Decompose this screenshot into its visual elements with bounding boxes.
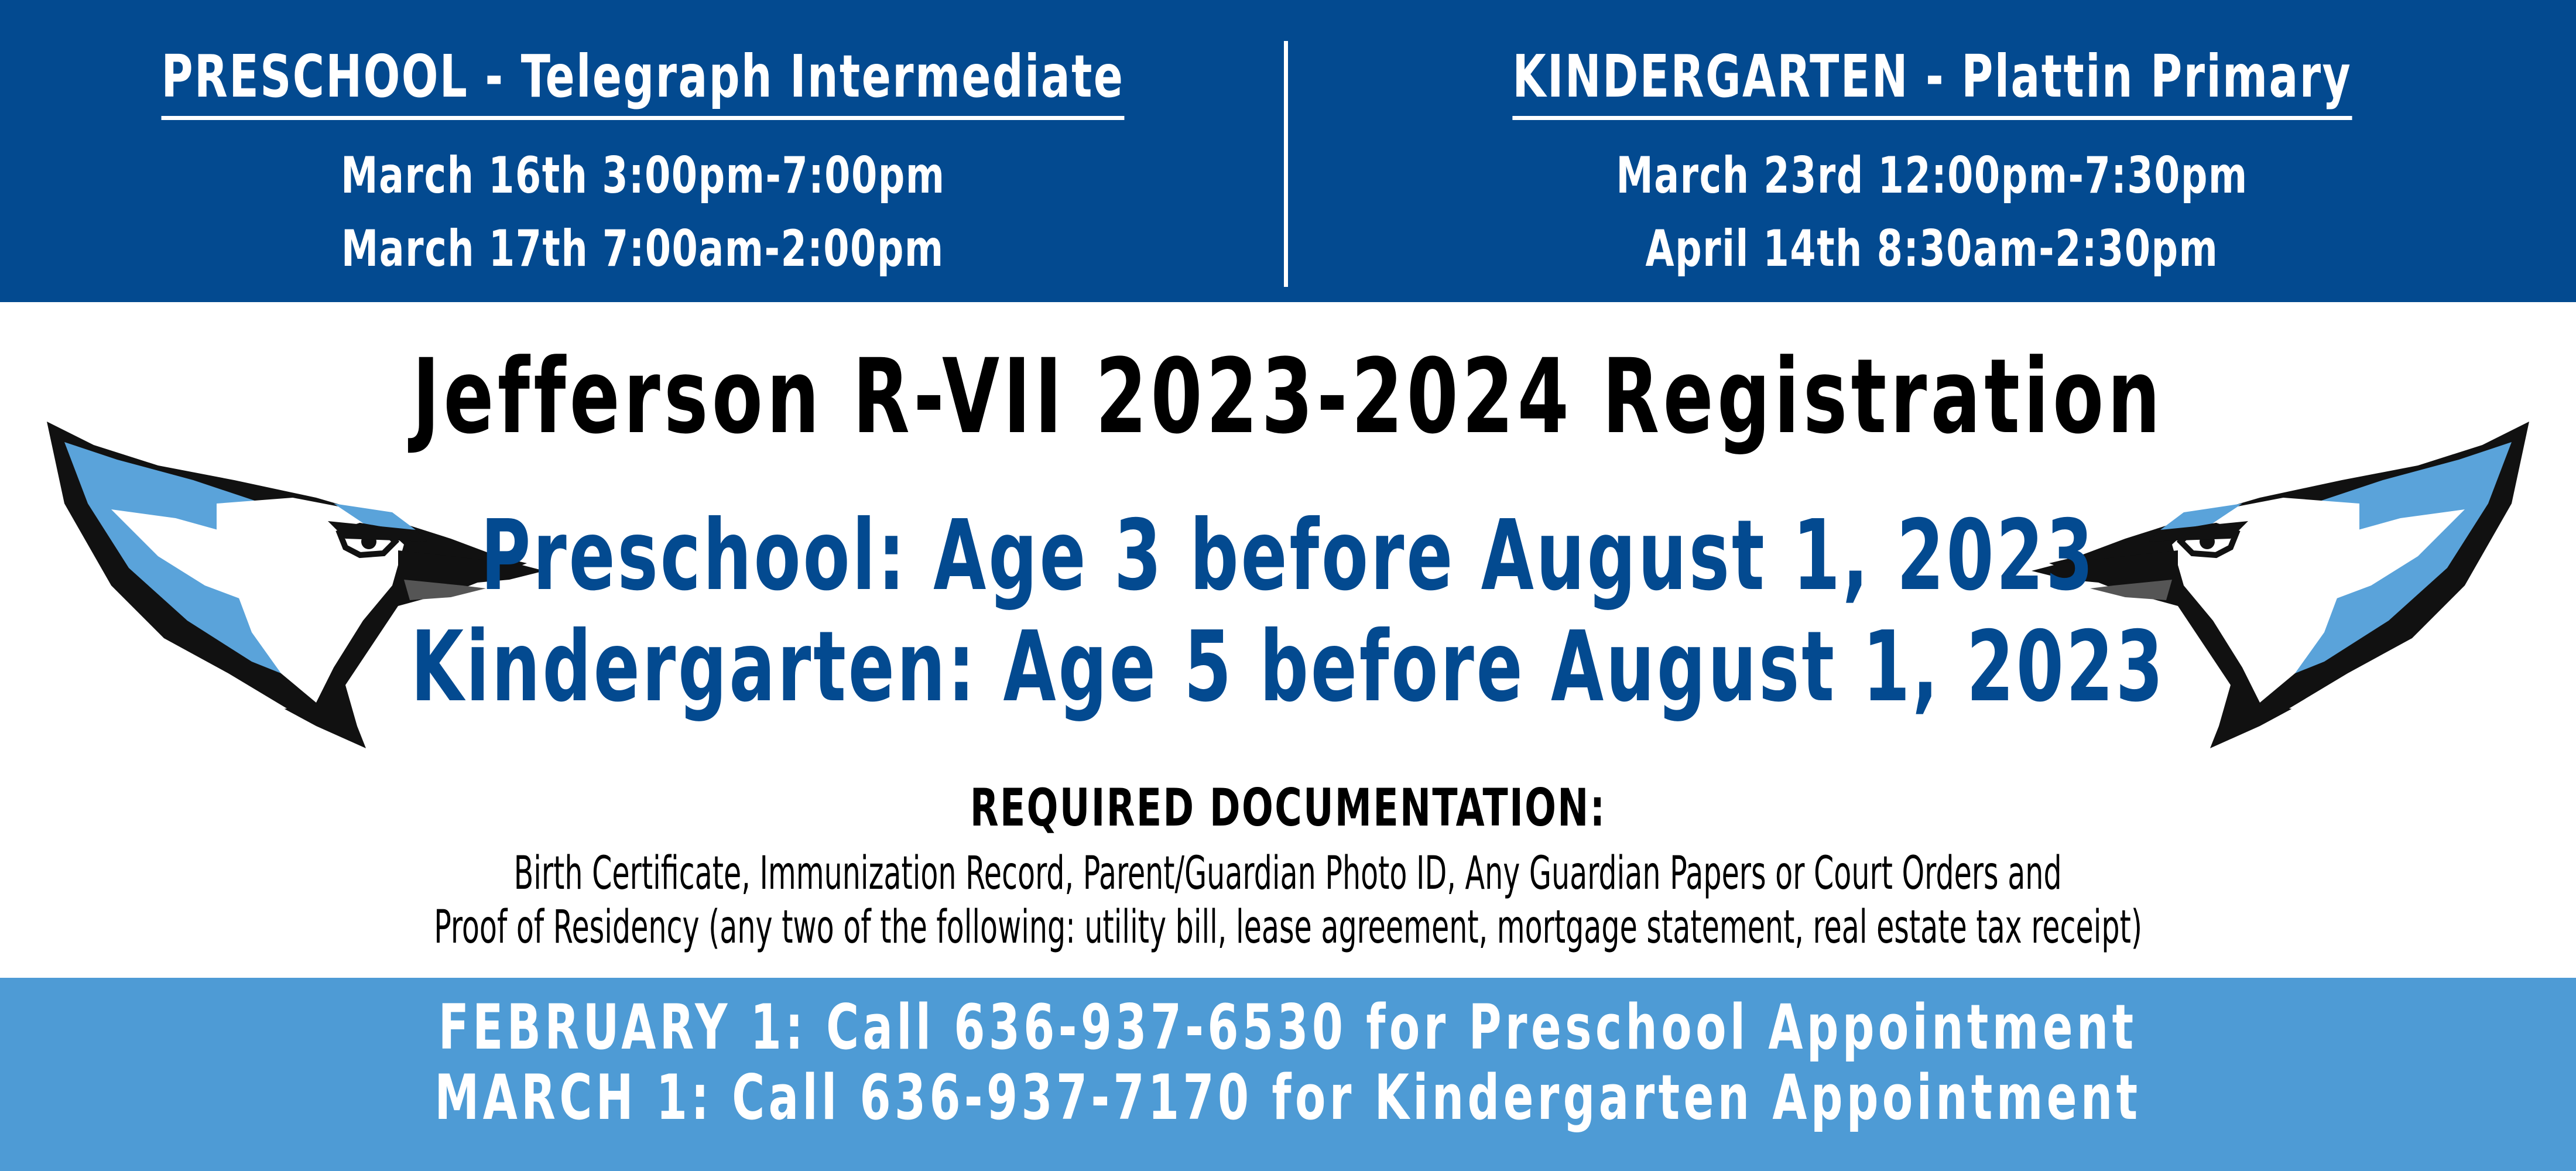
preschool-date-2: March 17th 7:00am-2:00pm bbox=[341, 220, 944, 278]
kindergarten-appointment-call: MARCH 1: Call 636-937-7170 for Kindergarten Appointment bbox=[434, 1062, 2142, 1134]
preschool-column bbox=[0, 0, 1286, 302]
documentation-line-1: Birth Certificate, Immunization Record, Parent/Guardian Photo ID, Any Guardian Papers or Court Orders and bbox=[513, 847, 2063, 900]
documentation-line-2: Proof of Residency (any two of the following: utility bill, lease agreement, mortgage statement, real estate tax receipt) bbox=[434, 901, 2142, 954]
preschool-age-requirement: Preschool: Age 3 before August 1, 2023 bbox=[480, 499, 2096, 612]
kindergarten-date-2: April 14th 8:30am-2:30pm bbox=[1645, 220, 2219, 278]
preschool-appointment-call: FEBRUARY 1: Call 636-937-6530 for Preschool Appointment bbox=[439, 991, 2137, 1063]
documentation-heading: REQUIRED DOCUMENTATION: bbox=[970, 778, 1606, 838]
kindergarten-title: KINDERGARTEN - Plattin Primary bbox=[1512, 39, 2352, 120]
registration-title: Jefferson R-VII 2023-2024 Registration bbox=[412, 337, 2164, 457]
kindergarten-date-1: March 23rd 12:00pm-7:30pm bbox=[1616, 146, 2248, 205]
kindergarten-age-requirement: Kindergarten: Age 5 before August 1, 2023 bbox=[410, 611, 2166, 724]
preschool-title: PRESCHOOL - Telegraph Intermediate bbox=[162, 39, 1125, 120]
kindergarten-column bbox=[1288, 0, 2576, 302]
preschool-date-1: March 16th 3:00pm-7:00pm bbox=[340, 146, 946, 205]
